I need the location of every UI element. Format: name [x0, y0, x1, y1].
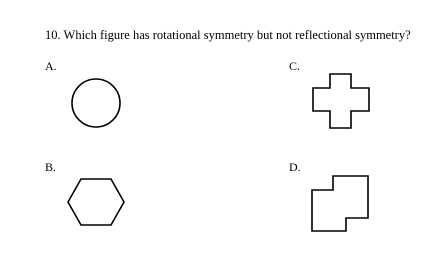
stepped-parallelogram-shape — [312, 176, 368, 231]
option-c-cross-figure — [310, 72, 374, 134]
option-a-circle-figure — [68, 76, 124, 132]
option-a-label: A. — [45, 59, 57, 73]
circle-shape — [72, 79, 120, 127]
option-b-label: B. — [45, 160, 57, 174]
option-c-label: C. — [289, 59, 301, 73]
option-d-label: D. — [289, 160, 301, 174]
option-d-stepped-figure — [310, 172, 374, 236]
option-b-hexagon-figure — [64, 174, 128, 232]
question-text: 10. Which figure has rotational symmetry but not reflectional symmetry? — [45, 28, 411, 42]
plus-cross-shape — [313, 74, 369, 128]
hexagon-shape — [68, 179, 124, 225]
